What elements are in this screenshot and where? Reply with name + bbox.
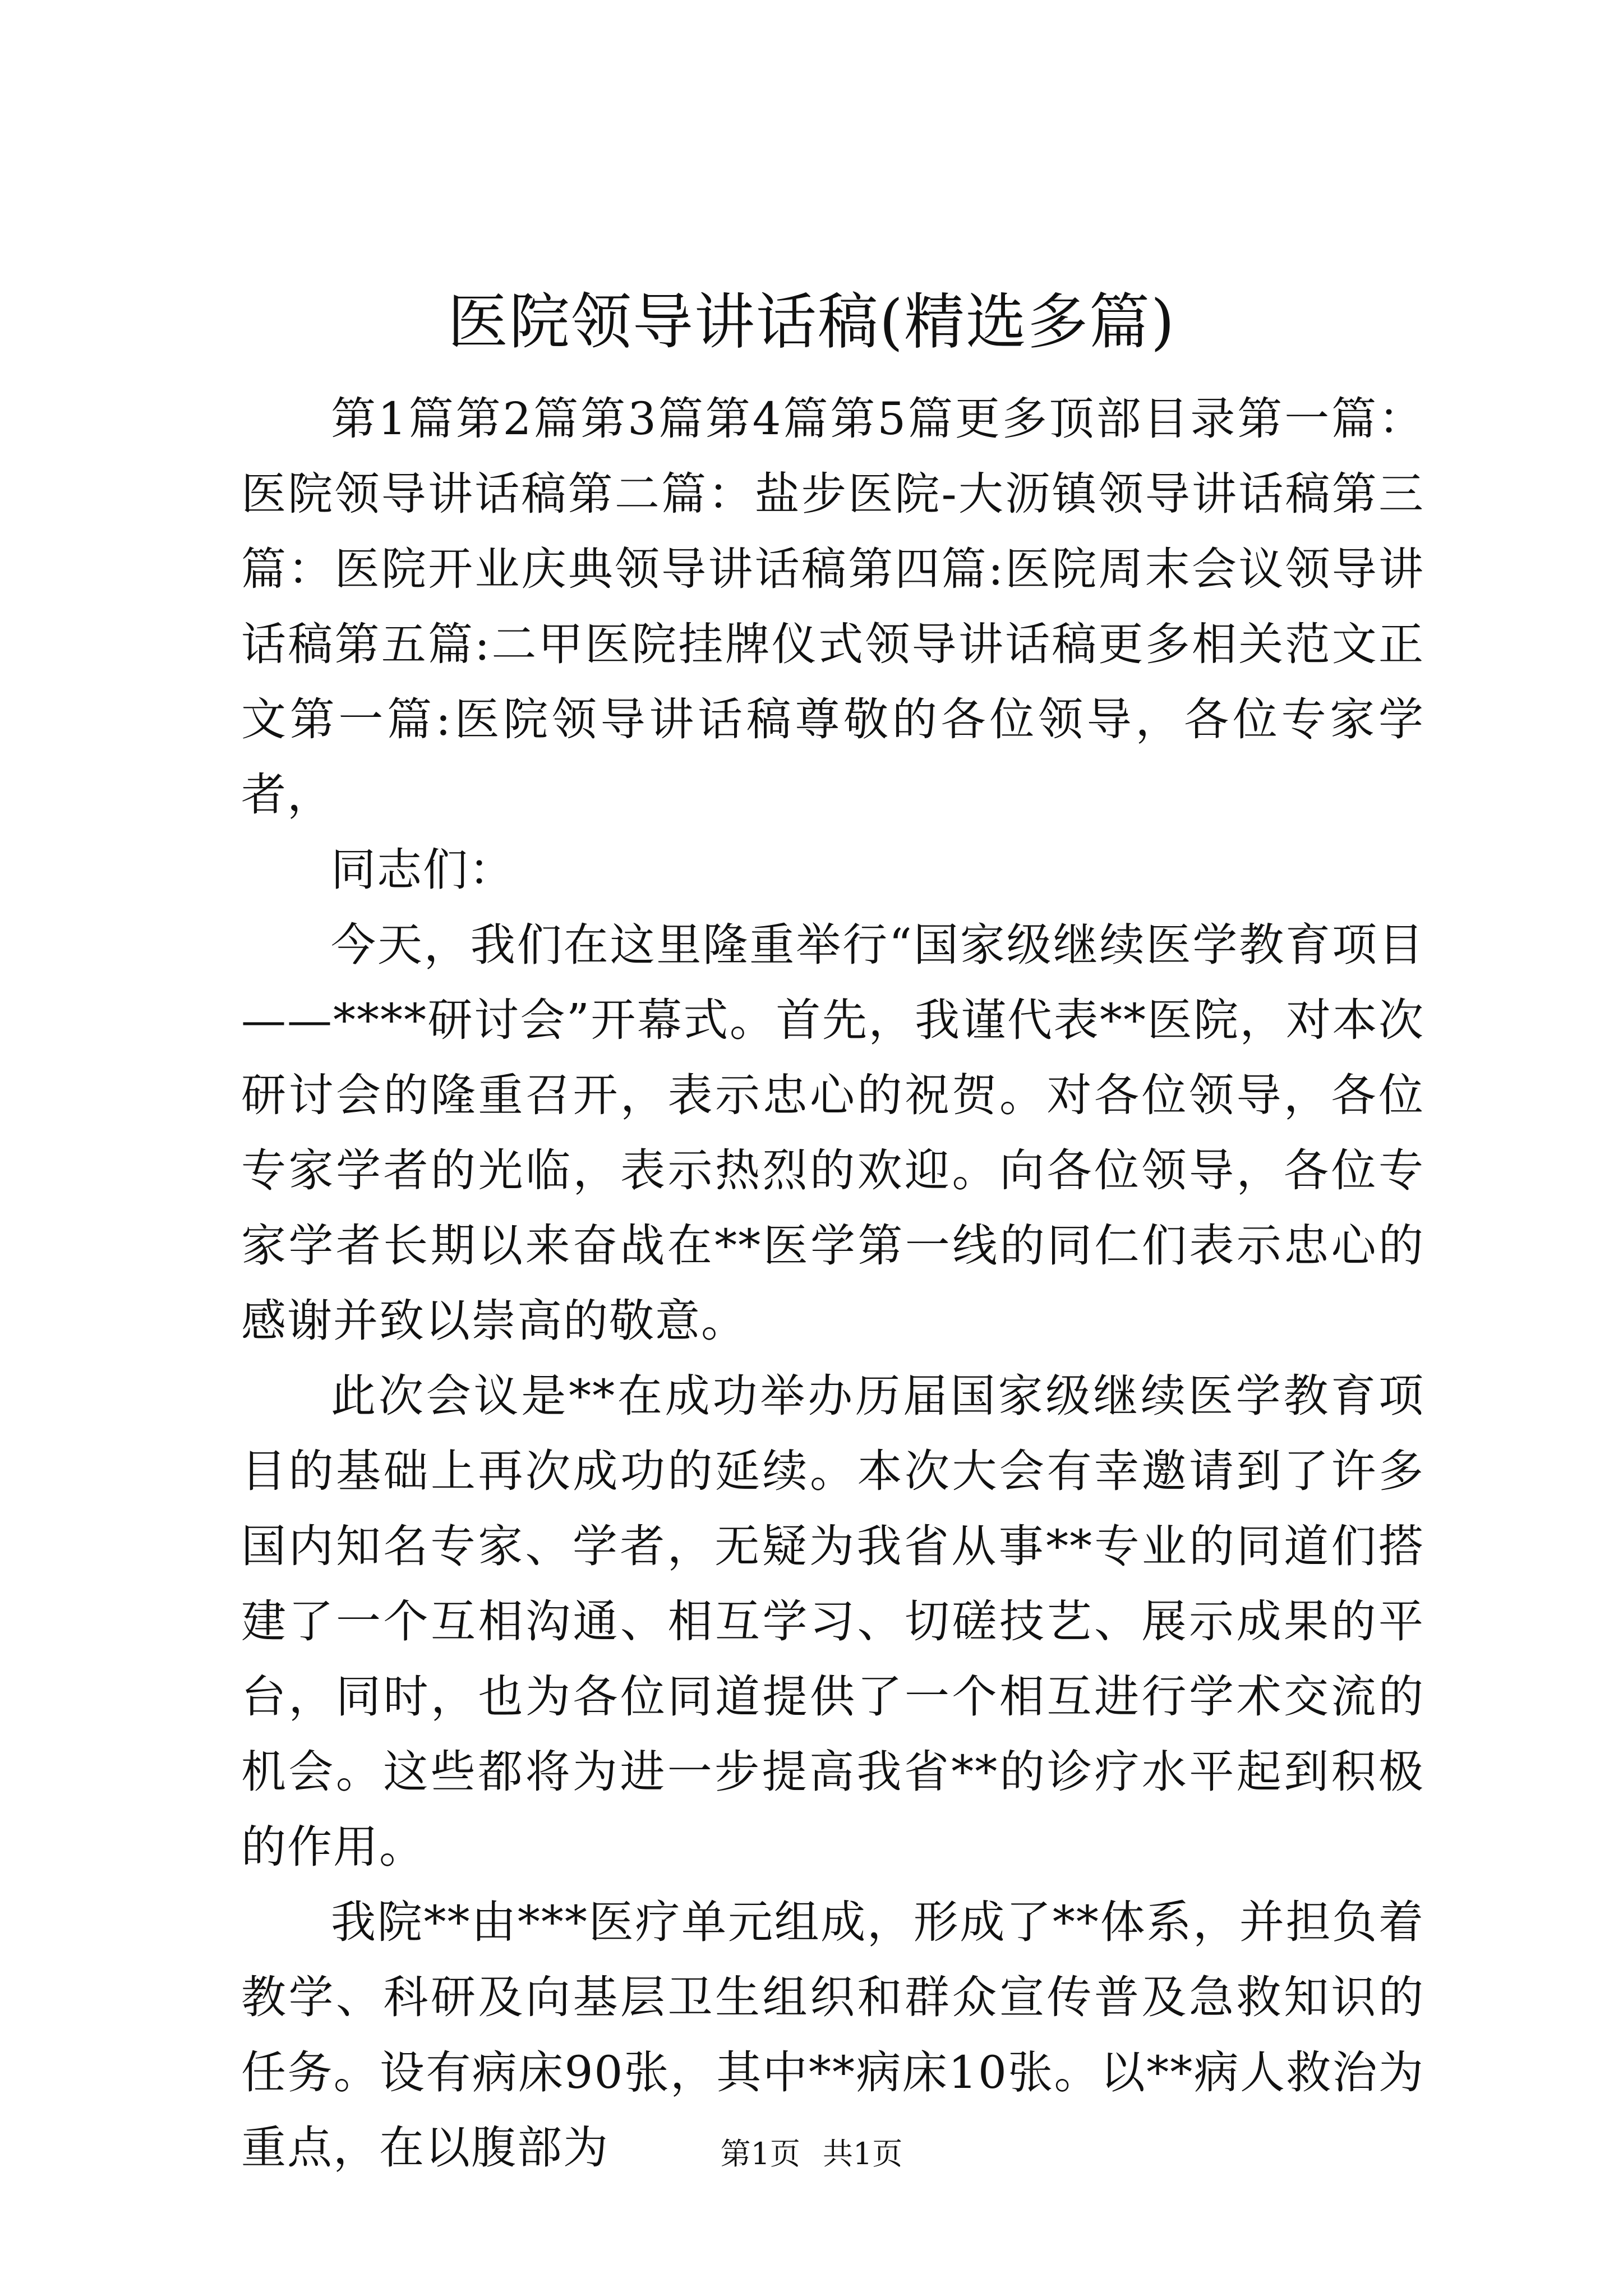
- paragraph-table-of-contents: 第1篇第2篇第3篇第4篇第5篇更多顶部目录第一篇：医院领导讲话稿第二篇：盐步医院-大沥镇领导讲话稿第三篇：医院开业庆典领导讲话稿第四篇:医院周末会议领导讲话稿第五篇:二甲医院挂牌仪式领导讲话稿更多相关范文正文第一篇:医院领导讲话稿尊敬的各位领导，各位专家学者，: [241, 393, 1424, 821]
- page-total: 共1页: [823, 2136, 903, 2171]
- page-number: 第1页: [720, 2136, 800, 2171]
- paragraph-hospital-intro: 我院**由***医疗单元组成，形成了**体系，并担负着教学、科研及向基层卫生组织和群众宣传普及急救知识的任务。设有病床90张，其中**病床10张。以**病人救治为重点，在以腹部为: [241, 1896, 1424, 2174]
- document-body: [241, 381, 1424, 2185]
- paragraph-opening: 今天，我们在这里隆重举行“国家级继续医学教育项目——****研讨会”开幕式。首先，我谨代表**医院，对本次研讨会的隆重召开，表示忠心的祝贺。对各位领导，各位专家学者的光临，表示热烈的欢迎。向各位领导，各位专家学者长期以来奋战在**医学第一线的同仁们表示忠心的感谢并致以崇高的敬意。: [241, 919, 1424, 1347]
- paragraph-conference: 此次会议是**在成功举办历届国家级继续医学教育项目的基础上再次成功的延续。本次大会有幸邀请到了许多国内知名专家、学者，无疑为我省从事**专业的同道们搭建了一个互相沟通、相互学习、切磋技艺、展示成果的平台，同时，也为各位同道提供了一个相互进行学术交流的机会。这些都将为进一步提高我省**的诊疗水平起到积极的作用。: [241, 1370, 1424, 1873]
- document-title: 医院领导讲话稿(精选多篇): [447, 287, 1176, 357]
- page-footer: [0, 2132, 1623, 2177]
- paragraph-salutation: 同志们：: [331, 844, 515, 896]
